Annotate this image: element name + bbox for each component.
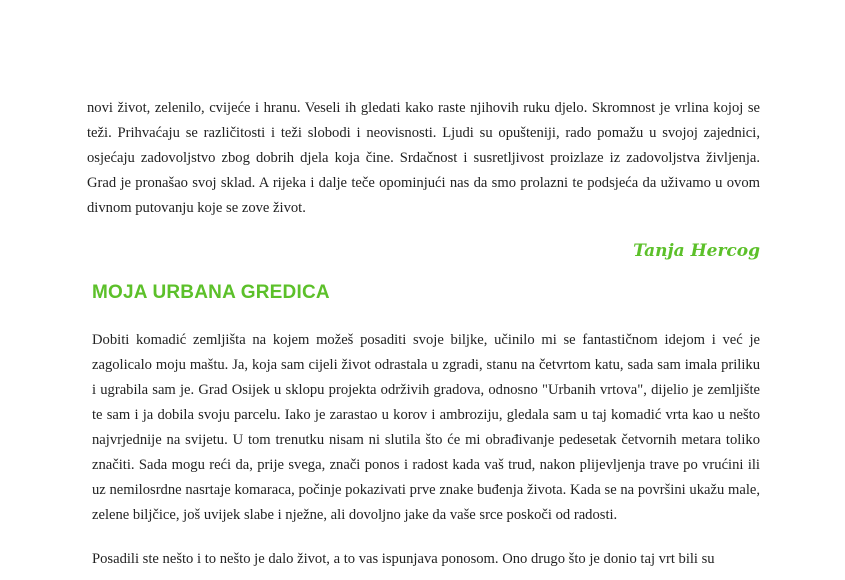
section-heading: MOJA URBANA GREDICA: [92, 282, 330, 303]
article-paragraph: novi život, zelenilo, cvijeće i hranu. Veseli ih gledati kako raste njihovih ruku djelo. Skromnost je vrlina kojoj se teži. Prihvaćaju se različitosti i teži slobodi i neovisnosti. Ljudi su opušteniji, rado pomažu u svojoj zajednici, osjećaju zadovoljstvo zbog dobrih djela koja čine. Srdačnost i susretljivost proizlaze iz zadovoljstva življenja. Grad je pronašao svoj sklad. A rijeka i dalje teče opominjući nas da smo prolazni te podsjeća da uživamo u ovom divnom putovanju koje se zove život.: [87, 100, 760, 216]
article-paragraph: Dobiti komadić zemljišta na kojem možeš posaditi svoje biljke, učinilo mi se fantastičnom idejom i već je zagolicalo moju maštu. Ja, koja sam cijeli život odrastala u zgradi, stanu na četvrtom katu, sada sam imala priliku i ugrabila sam je. Grad Osijek u sklopu projekta održivih gradova, odnosno "Urbanih vrtova", dijelio je zemljište te sam i ja dobila svoju parcelu. Iako je zarastao u korov i ambroziju, gledala sam u taj komadić vrta kao u nešto najvrjednije na svijetu. U tom trenutku nisam ni slutila što će mi obrađivanje pedesetak četvornih metara toliko značiti. Sada mogu reći da, prije svega, znači ponos i radost kada vaš trud, nakon plijevljenja trave po vrućini ili uz nemilosrdne nasrtaje komaraca, počinje pokazivati prve znake buđenja života. Kada se na površini ukažu male, zelene biljčice, još uvijek slabe i nježne, ali dovoljno jake da vaše srce poskoči od radosti.: [92, 332, 760, 523]
author-signature: Tanja Hercog: [633, 241, 760, 261]
article-paragraph: Posadili ste nešto i to nešto je dalo život, a to vas ispunjava ponosom. Ono drugo što je donio taj vrt bili su: [92, 551, 715, 567]
